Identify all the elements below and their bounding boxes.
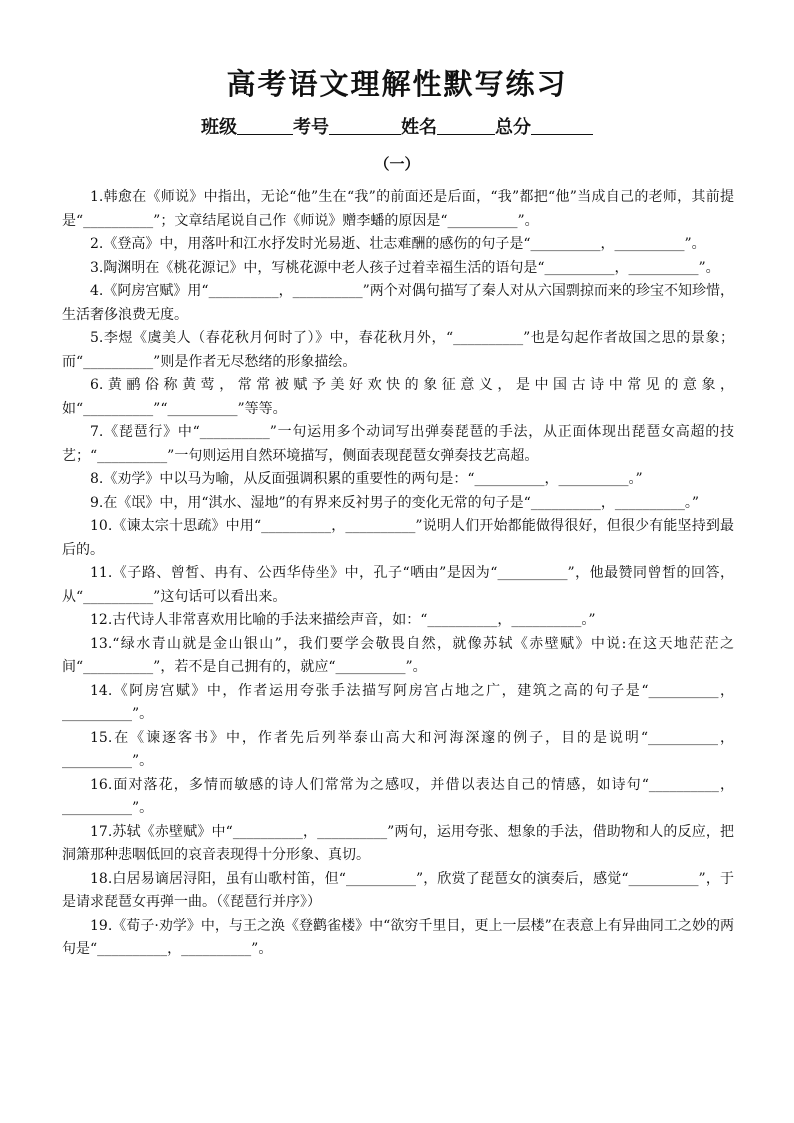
question-item: 16.面对落花，多情而敏感的诗人们常常为之感叹，并借以表达自己的情感，如诗句“__________，__________”。 <box>62 776 734 816</box>
question-item: 14.《阿房宫赋》中，作者运用夸张手法描写阿房宫占地之广，建筑之高的句子是“__________，__________”。 <box>62 682 734 722</box>
class-label: 班级 <box>201 117 237 138</box>
question-item: 3.陶渊明在《桃花源记》中，写桃花源中老人孩子过着幸福生活的语句是“__________，__________”。 <box>90 259 720 276</box>
question-item: 15.在《谏逐客书》中，作者先后列举泰山高大和河海深邃的例子，目的是说明“__________，__________”。 <box>62 729 734 769</box>
question-item: 19.《荀子·劝学》中，与王之涣《登鹳雀楼》中“欲穷千里目，更上一层楼”在表意上有异曲同工之妙的两句是“__________，__________”。 <box>62 917 734 957</box>
page-title: 高考语文理解性默写练习 <box>226 67 568 101</box>
question-item: 4.《阿房宫赋》用“__________，__________”两个对偶句描写了秦人对从六国剽掠而来的珍宝不知珍惜，生活奢侈浪费无度。 <box>62 283 734 323</box>
question-item: 13.“绿水青山就是金山银山”，我们要学会敬畏自然，就像苏轼《赤壁赋》中说:在这天地茫茫之间“__________”，若不是自己拥有的，就应“__________”。 <box>62 635 734 675</box>
question-item: 6.黄鹂俗称黄莺，常常被赋予美好欢快的象征意义，是中国古诗中常见的意象，如“__________”“__________”等等。 <box>62 377 734 417</box>
section-heading: （一） <box>374 155 420 173</box>
question-item: 9.在《氓》中，用“淇水、湿地”的有界来反衬男子的变化无常的句子是“__________，__________。” <box>90 494 699 511</box>
question-item: 2.《登高》中，用落叶和江水抒发时光易逝、壮志难酬的感伤的句子是“__________，__________”。 <box>90 236 706 252</box>
question-item: 17.苏轼《赤壁赋》中“__________，__________”两句，运用夸张、想象的手法，借助物和人的反应，把洞箫那种悲咽低回的哀音表现得十分形象、真切。 <box>62 823 734 863</box>
question-item: 8.《劝学》中以马为喻，从反面强调积累的重要性的两句是：“__________，__________。” <box>90 471 643 487</box>
number-blank[interactable] <box>329 116 401 135</box>
question-item: 10.《谏太宗十思疏》中用“__________，__________”说明人们开始都能做得很好，但很少有能坚持到最后的。 <box>62 518 734 558</box>
score-label: 总分 <box>495 117 531 138</box>
question-list <box>62 186 734 962</box>
class-blank[interactable] <box>237 116 293 135</box>
number-label: 考号 <box>293 117 329 138</box>
question-item: 18.白居易谪居浔阳，虽有山歌村笛，但“__________”，欣赏了琵琶女的演奏后，感觉“__________”，于是请求琵琶女再弹一曲。（《琵琶行并序》） <box>62 870 734 910</box>
question-item: 12.古代诗人非常喜欢用比喻的手法来描绘声音，如：“__________，__________。” <box>90 612 596 628</box>
score-blank[interactable] <box>531 116 593 135</box>
name-blank[interactable] <box>437 116 495 135</box>
student-info-line <box>0 113 794 139</box>
question-item: 1.韩愈在《师说》中指出，无论“他”生在“我”的前面还是后面，“我”都把“他”当成自己的老师，其前提是“__________”；文章结尾说自己作《师说》赠李蟠的原因是“__________”。 <box>62 189 734 229</box>
name-label: 姓名 <box>401 117 437 138</box>
question-item: 5.李煜《虞美人（春花秋月何时了）》中，春花秋月外，“__________”也是勾起作者故国之思的景象；而“__________”则是作者无尽愁绪的形象描绘。 <box>62 330 734 370</box>
question-item: 11.《子路、曾皙、冉有、公西华侍坐》中，孔子“哂由”是因为“__________”，他最赞同曾皙的回答，从“__________”这句话可以看出来。 <box>62 565 734 605</box>
question-item: 7.《琵琶行》中“__________”一句运用多个动词写出弹奏琵琶的手法，从正面体现出琵琶女高超的技艺；“__________”一句则运用自然环境描写，侧面表现琵琶女弹奏技艺高超。 <box>62 424 734 464</box>
